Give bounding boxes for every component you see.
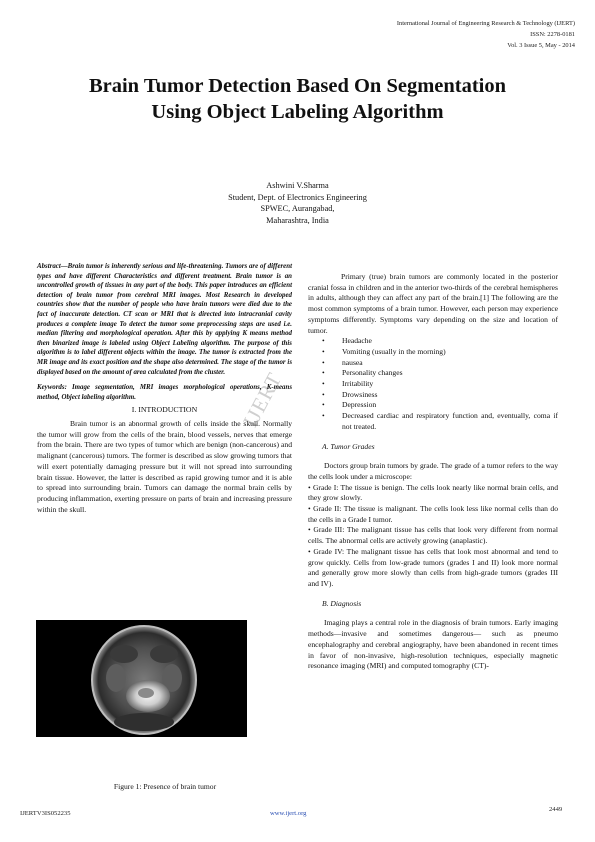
diagnosis-paragraph: Imaging plays a central role in the diagnosis of brain tumors. Early imaging methods—invasive and sometimes dangerous— such as pneumo encephalography and cerebral angiography, have been abandoned in recent times in favor of non-invasive, high-resolution techniques, especially magnetic resonance imaging (MRI) and computed tomography (CT)- [308,618,558,671]
keywords: Keywords: Image segmentation, MRI images morphological operations, K-means method, Object labeling algorithm. [37,384,292,401]
author-college: SPWEC, Aurangabad, [260,204,335,213]
journal-volume: Vol. 3 Issue 5, May - 2014 [507,42,575,49]
abstract: Abstract—Brain tumor is inherently serious and life-threatening. Tumors are of different types and have different Characteristics and different treatment. Brain tumor is an uncontrolled growth of tissues in any part of the body. This paper introduces an efficient detection of brain tumor from cerebral MRI images. Most Research in developed countries show that the number of people who have brain tumors were died due to the fact of inaccurate detection. CT scan or MRI that is directed into intracranial cavity produces a complete image To detect the tumor some preprocessing steps are used i.e. median filtering and morphological operation. After this by applying K means method then binarized image is labeled using Object Labeling algorithm. The purpose of this algorithm is to label different objects within the image. The tumor is extracted from the MR image and its exact position and the shape also determined. The stage of the tumor is displayed based on the amount of area calculated from the cluster. [37,263,292,376]
grade-item: • Grade IV: The malignant tissue has cells that look most abnormal and tend to grow quickly. Cells from low-grade tumors (grades I and II) look more normal and generally grow more slowly than cells from high-grade tumors (grades III and IV). [308,546,558,588]
left-column [37,262,292,515]
journal-link[interactable]: www.ijert.org [270,810,307,817]
author-dept: Student, Dept. of Electronics Engineering [228,192,367,202]
grades-intro: Doctors group brain tumors by grade. The grade of a tumor refers to the way the cells look under a microscope: [308,461,558,481]
grade-item: • Grade III: The malignant tissue has cells that look very different from normal cells. The abnormal cells are actively growing (anaplastic). [308,525,558,546]
intro-body: Brain tumor is an abnormal growth of cells inside the skull. Normally the tumor will grow from the cells of the brain, blood vessels, nerves that emerge from the brain. There are two types of tumor which are benign (non-cancerous) and malignant (cancerous) tumors. The former is described as slow growing tumors that will exert potentially damaging pressure but it will not spread into surrounding brain tissue. However, the latter is described as rapid growing tumor and it is able to spread into surrounding brain. Tumors can damage the normal brain cells by producing inflammation, exerting pressure on parts of brain and increasing pressure within the skull. [37,419,292,514]
list-item: • Depression [322,400,558,411]
list-item: • Vomiting (usually in the morning) [322,347,558,358]
symptom-list [308,336,558,432]
right-column [308,272,558,672]
tumor-grades-heading: A. Tumor Grades [322,441,375,451]
mri-image [36,620,247,737]
list-item: • Decreased cardiac and respiratory function and, eventually, coma if not treated. [322,411,558,432]
paper-id: IJERTV3IS052235 [20,810,71,817]
list-item: • Irritability [322,379,558,390]
diagnosis-heading: B. Diagnosis [322,598,362,608]
journal-issn: ISSN: 2278-0181 [530,31,575,38]
mri-figure [36,620,247,737]
title-line-2: Using Object Labeling Algorithm [151,101,444,123]
journal-name: International Journal of Engineering Research & Technology (IJERT) [396,20,575,27]
ijert-watermark: IJERT [238,368,287,432]
list-item: • Personality changes [322,368,558,379]
author-block [160,180,435,226]
page-number: 2449 [549,806,563,813]
author-state: Maharashtra, India [266,215,329,225]
intro-heading: I. INTRODUCTION [131,405,198,415]
list-item: • nausea [322,358,558,369]
list-item: • Headache [322,336,558,347]
figure-caption: Figure 1: Presence of brain tumor [113,782,217,791]
list-item: • Drowsiness [322,390,558,401]
author-name: Ashwini V.Sharma [266,181,329,190]
title-line-1: Brain Tumor Detection Based On Segmentation [88,75,507,97]
grade-item: • Grade II: The tissue is malignant. The cells look less like normal cells than do the cells in a Grade I tumor. [308,504,558,524]
grade-item: • Grade I: The tissue is benign. The cells look nearly like normal brain cells, and they grow slowly. [308,482,558,503]
paper-title [30,73,565,125]
primary-paragraph: Primary (true) brain tumors are commonly located in the posterior cranial fossa in children and in the anterior two-thirds of the cerebral hemispheres in adults, although they can affect any part of the brain.[1] The following are the most common symptoms of a brain tumor. However, each person may experience symptoms differently. Symptoms vary depending on the size and location of tumor. [308,272,558,335]
